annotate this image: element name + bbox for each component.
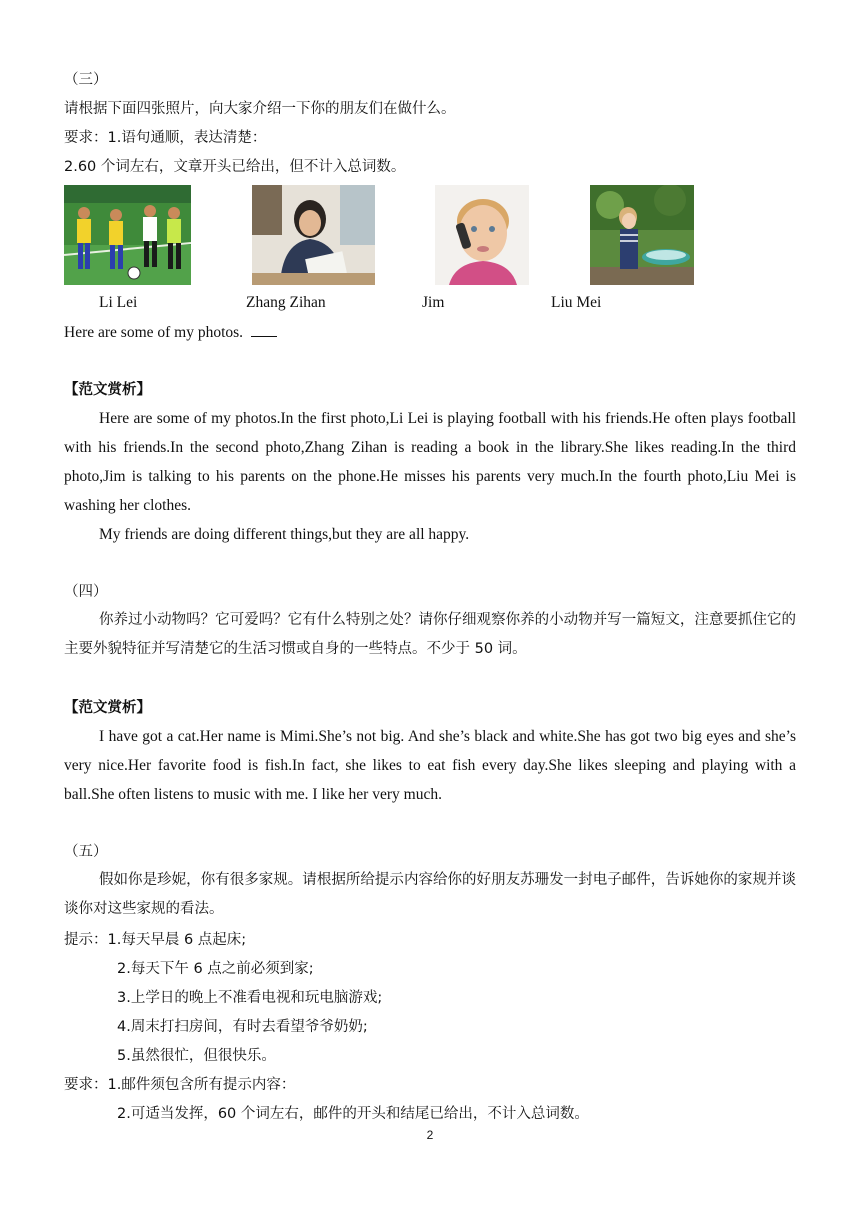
photo-phone (435, 185, 529, 285)
caption-zhang-zihan: Zhang Zihan (246, 294, 326, 311)
essay-start-line (64, 322, 796, 343)
model-essay-1-paragraph-1: Here are some of my photos.In the first photo,Li Lei is playing football with his friends.He often plays football with his friends.In the second photo,Zhang Zihan is reading a book in the library.She likes reading.In the third photo,Jim is talking to his parents on the phone.He misses his parents very much.In the fourth photo,Liu Mei is washing her clothes. (64, 410, 796, 514)
model-essay-2-heading: 【范文赏析】 (64, 700, 151, 716)
section-5-heading: （五） (64, 844, 108, 860)
model-essay-1-heading: 【范文赏析】 (64, 382, 151, 398)
caption-jim: Jim (422, 294, 445, 311)
hint-item-5: 5.虽然很忙，但很快乐。 (117, 1048, 276, 1064)
section-3-requirement-2: 2.60 个词左右，文章开头已给出，但不计入总词数。 (64, 159, 406, 175)
section-5-prompt: 假如你是珍妮，你有很多家规。请根据所给提示内容给你的好朋友苏珊发一封电子邮件，告诉她你的家规并谈谈你对这些家规的看法。 (64, 872, 796, 917)
caption-liu-mei: Liu Mei (551, 294, 602, 311)
hint-item-4: 4.周末打扫房间，有时去看望爷爷奶奶; (117, 1019, 368, 1035)
caption-li-lei: Li Lei (99, 294, 138, 311)
section-4-prompt: 你养过小动物吗？它可爱吗？它有什么特别之处？请你仔细观察你养的小动物并写一篇短文，注意要抓住它的主要外貌特征并写清楚它的生活习惯或自身的一些特点。不少于 50 词。 (64, 612, 796, 657)
hint-label: 提示： (64, 932, 108, 948)
requirement-item-1: 1.邮件须包含所有提示内容： (107, 1077, 296, 1093)
section-4-heading: （四） (64, 584, 108, 600)
requirement-item-2: 2.可适当发挥，60 个词左右，邮件的开头和结尾已给出，不计入总词数。 (117, 1106, 589, 1122)
section-3-heading: （三） (64, 72, 108, 88)
hint-item-2: 2.每天下午 6 点之前必须到家; (117, 961, 314, 977)
requirement-line-1 (64, 1075, 796, 1095)
hint-line-1 (64, 930, 796, 950)
requirement-label: 要求： (64, 1077, 108, 1093)
photo-football (64, 185, 191, 285)
photo-reading (252, 185, 375, 285)
section-3-prompt: 请根据下面四张照片，向大家介绍一下你的朋友们在做什么。 (64, 101, 456, 117)
model-essay-1-paragraph-2: My friends are doing different things,but they are all happy. (99, 526, 470, 543)
photo-washing (590, 185, 694, 285)
model-essay-2-paragraph-1: I have got a cat.Her name is Mimi.She’s not big. And she’s black and white.She has got two big eyes and she’s very nice.Her favorite food is fish.In fact, she likes to eat fish every day.She likes sleeping and playing with a ball.She often listens to music with me. I like her very much. (64, 728, 796, 803)
hint-item-3: 3.上学日的晚上不准看电视和玩电脑游戏; (117, 990, 383, 1006)
page-number: 2 (426, 1128, 434, 1142)
answer-blank (251, 322, 277, 337)
essay-start-text: Here are some of my photos. (64, 324, 244, 341)
hint-item-1: 1.每天早晨 6 点起床; (107, 932, 247, 948)
section-3-requirement-1: 要求：1.语句通顺，表达清楚： (64, 130, 267, 146)
